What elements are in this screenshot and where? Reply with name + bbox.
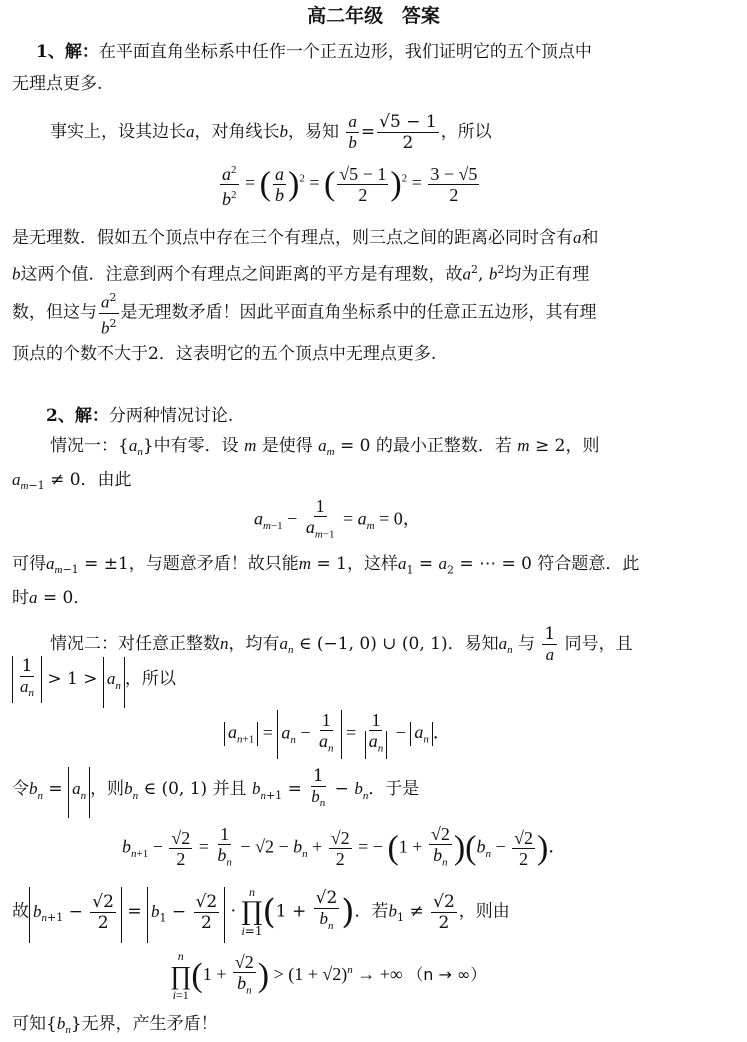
q2-case1-line3: 可得$a_{m-1} = \pm 1$，与题意矛盾！故只能m = 1，这样$a_1 = a_2$ = ⋯ = 0 符合题意．此 (12, 554, 640, 577)
q1-equation: $\frac{a^2}{b^2}$ = ( $\frac{a}{b}$ )$^2$ = ( $\frac{√5 - 1}{2}$ )$^2$ = $\frac{3 - √5}{2}$ (218, 160, 481, 209)
q2-line1: 2、解：分两种情况讨论. (46, 406, 234, 426)
q2-gu-line: 故 $b_{n+1}$ − $\frac{√2}{2}$ = $b_1$ − $\frac{√2}{2}$ · n ∏ i=1 (1 + $\frac{√2}{b_n}$ )．若$b_1$ ≠ $\frac{√2}{2}$ ，则由 (12, 886, 510, 943)
q2-case2-equation1: $a_{n+1} = a_n$ − $\frac{1}{a_n}$ = $\frac{1}{a_n}$ − $a_n$ ． (224, 710, 451, 759)
q1-line1: 1、解：在平面直角坐标系中任作一个正五边形，我们证明它的五个顶点中 (36, 42, 592, 62)
a-over-b: $\frac{a}{b}$ (348, 112, 357, 152)
q1-line7: 顶点的个数不大于2．这表明它的五个顶点中无理点更多. (12, 344, 437, 364)
q1-label: 1、解： (36, 42, 99, 62)
q2-case1-line4: 时a = 0． (12, 588, 91, 608)
q2-case2-line1: 情况二：对任意正整数n，均有$a_n$ ∈ (−1, 0) ∪ (0, 1)．易知$a_n$ 与 $\frac{1}{a}$ 同号，且 (50, 624, 633, 664)
q1-line2: 无理点更多. (12, 74, 103, 94)
q1-line5: b这两个值．注意到两个有理点之间距离的平方是有理数，故$a^2$, $b^2$均为正有理 (12, 263, 590, 285)
q1-line3: 事实上，设其边长a，对角线长b，易知 $\frac{a}{b}$ = $\frac{√5 - 1}{2}$ ，所以 (50, 112, 492, 153)
q2-ling-line: 令$b_n = a_n$ ，则$b_n$ ∈ (0, 1) 并且 $b_{n+1}$ = $\frac{1}{b_n}$ − $b_n$．于是 (12, 766, 419, 818)
q2-case1-line1: 情况一：$\{a_n\}$中有零．设 m 是使得 $a_m = 0$ 的最小正整数．若 m ≥ 2，则 (50, 436, 600, 459)
q2-case1-equation: $a_{m-1}$ − $\frac{1}{a_{m-1}}$ = $a_m = 0$， (254, 496, 421, 541)
q2-product-limit: n ∏ i=1 (1 + $\frac{√2}{b_n}$ ) > $(1 + √2)^n$ → +∞ （n → ∞） (170, 949, 487, 1002)
page-title: 高二年级 答案 (307, 5, 440, 27)
q2-case2-line2: $\frac{1}{a_n}$ > $1 > a_n$ ，所以 (12, 656, 176, 708)
q2-conclusion: 可知$\{b_n\}$无界，产生矛盾！ (12, 1014, 218, 1037)
ratio-fraction: $\frac{√5 - 1}{2}$ (379, 112, 437, 153)
q1-line4: 是无理数．假如五个顶点中存在三个有理点，则三点之间的距离必同时含有a和 (12, 228, 599, 248)
q2-case1-line2: $a_{m-1} \ne 0$．由此 (12, 470, 132, 493)
q2-b-recurrence: $b_{n+1}$ − $\frac{√2}{2}$ = $\frac{1}{b_n}$ − $√2 - b_n$ + $\frac{√2}{2}$ = − (1 + $\frac{√2}{b_n}$ )($b_n$ − $\frac{√2}{2}$ )． (122, 824, 567, 869)
q1-line6: 数，但这与 $\frac{a^2}{b^2}$ 是无理数矛盾！因此平面直角坐标系中的任意正五边形，其有理 (12, 288, 597, 338)
q2-label: 2、解： (46, 406, 109, 426)
